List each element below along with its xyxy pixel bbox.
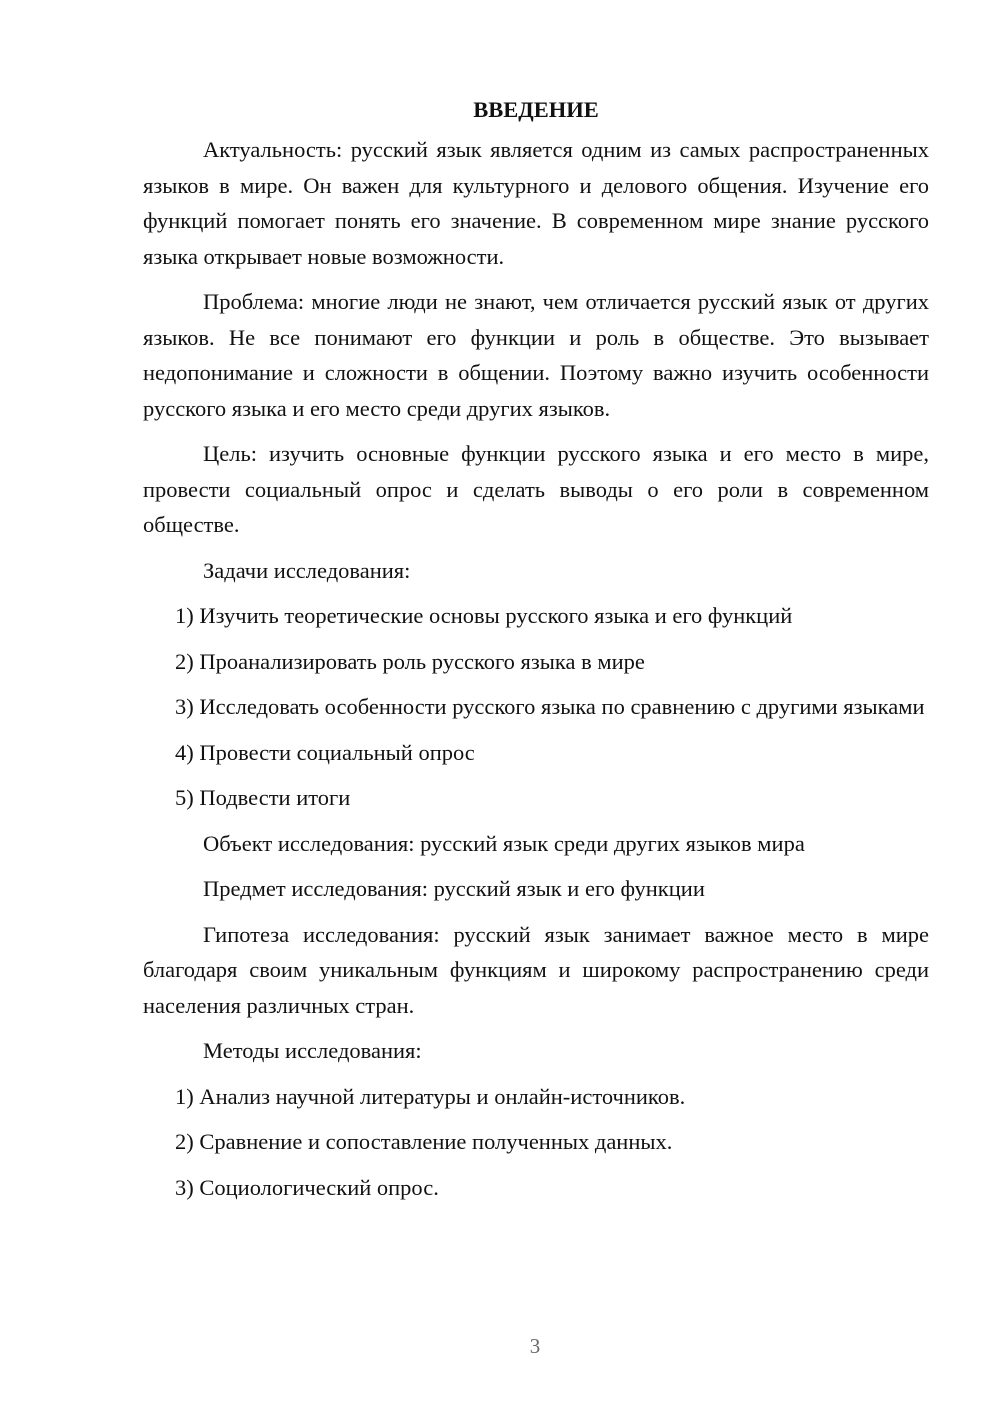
task-item-1: 1) Изучить теоретические основы русского языка и его функций bbox=[175, 603, 793, 628]
tasks-heading: Задачи исследования: bbox=[203, 557, 411, 583]
method-item-1: 1) Анализ научной литературы и онлайн-источников. bbox=[175, 1083, 686, 1109]
task-item-2: 2) Проанализировать роль русского языка в мире bbox=[175, 648, 645, 674]
goal-paragraph: Цель: изучить основные функции русского языка и его место в мире, провести социальный опрос и сделать выводы о его роли в современном обществе. bbox=[143, 441, 929, 537]
task-item-5: 5) Подвести итоги bbox=[175, 785, 351, 810]
page-number: 3 bbox=[529, 1334, 541, 1358]
task-item-4: 4) Провести социальный опрос bbox=[175, 739, 475, 765]
problem-paragraph: Проблема: многие люди не знают, чем отличается русский язык от других языков. Не все понимают его функции и роль в обществе. Это вызывает недопонимание и сложности в общении. Поэтому важно изучить особенности русского языка и его место среди других языков. bbox=[143, 289, 929, 421]
section-title: ВВЕДЕНИЕ bbox=[473, 97, 599, 122]
method-item-3: 3) Социологический опрос. bbox=[175, 1174, 439, 1200]
research-object: Объект исследования: русский язык среди других языков мира bbox=[203, 830, 805, 856]
research-hypothesis: Гипотеза исследования: русский язык занимает важное место в мире благодаря своим уникальным функциям и широкому распространению среди населения различных стран. bbox=[143, 921, 929, 1018]
relevance-paragraph: Актуальность: русский язык является одним из самых распространенных языков в мире. Он важен для культурного и делового общения. Изучение его функций помогает понять его значение. В современном мире знание русского языка открывает новые возможности. bbox=[143, 137, 929, 269]
task-item-3: 3) Исследовать особенности русского языка по сравнению с другими языками bbox=[175, 694, 925, 719]
page-content bbox=[143, 92, 929, 1215]
method-item-2: 2) Сравнение и сопоставление полученных данных. bbox=[175, 1129, 673, 1154]
methods-heading: Методы исследования: bbox=[203, 1038, 422, 1063]
research-subject: Предмет исследования: русский язык и его функции bbox=[203, 876, 705, 901]
